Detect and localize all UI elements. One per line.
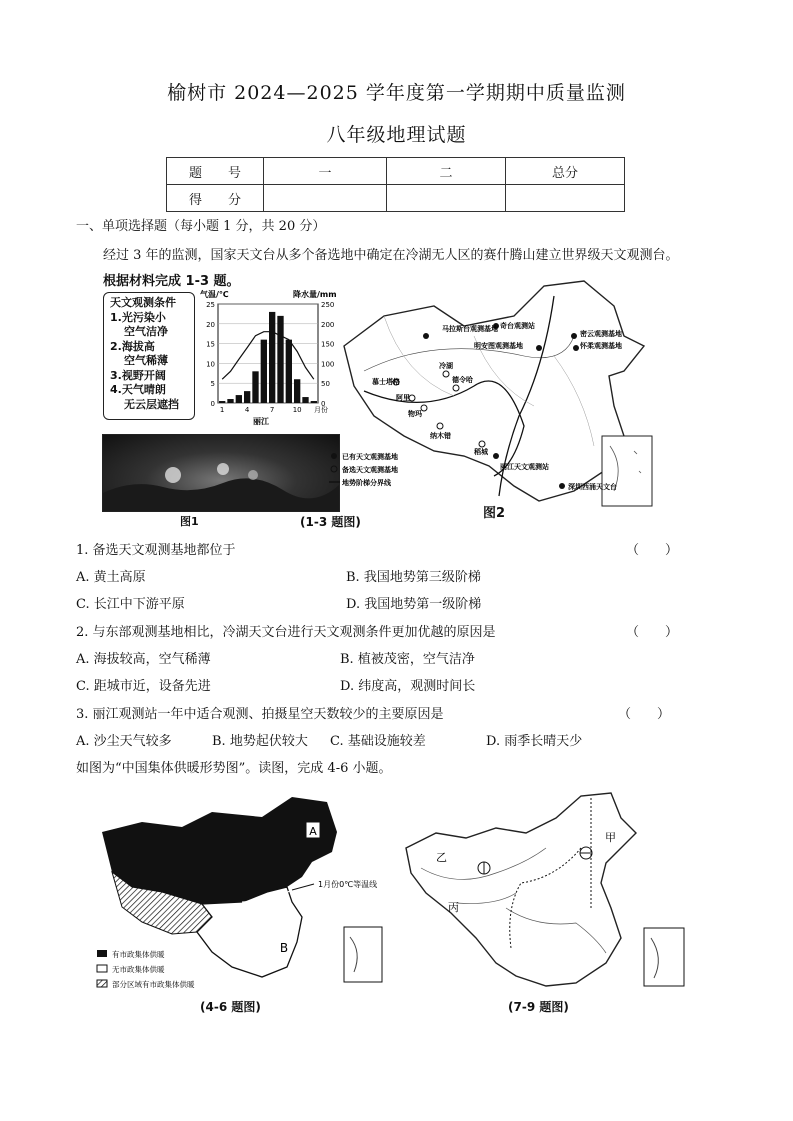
score-cell: 二 bbox=[387, 158, 506, 185]
score-cell: 一 bbox=[264, 158, 387, 185]
legend-label: 已有天文观测基地 bbox=[342, 453, 398, 461]
precip-bar bbox=[261, 340, 267, 403]
x-axis-unit: 月份 bbox=[314, 406, 328, 414]
option[interactable]: C. 基础设施较差 bbox=[330, 734, 426, 749]
conditions-title: 天文观测条件 bbox=[110, 296, 176, 309]
legend-label: 无市政集体供暖 bbox=[112, 965, 165, 974]
option[interactable]: A. 沙尘天气较多 bbox=[76, 734, 172, 749]
conditions-box bbox=[103, 292, 195, 420]
rain-axis-label: 降水量/mm bbox=[293, 290, 337, 299]
option[interactable]: D. 我国地势第一级阶梯 bbox=[346, 597, 482, 612]
y2-tick-label: 100 bbox=[321, 360, 335, 369]
answer-bracket[interactable]: （ ） bbox=[626, 543, 679, 558]
precip-bar bbox=[269, 312, 275, 403]
y-tick-label: 5 bbox=[210, 380, 215, 389]
x-tick-label: 10 bbox=[292, 406, 302, 414]
region-label-a: A bbox=[309, 825, 317, 838]
question-stem: 1. 备选天文观测基地都位于 bbox=[76, 543, 236, 558]
precip-bar bbox=[286, 340, 292, 403]
score-table-row bbox=[167, 158, 625, 185]
option[interactable]: D. 雨季长晴天少 bbox=[486, 734, 583, 749]
y2-tick-label: 150 bbox=[321, 340, 335, 349]
score-cell: 得 分 bbox=[167, 185, 264, 212]
answer-bracket[interactable]: （ ） bbox=[626, 625, 679, 640]
precip-bar bbox=[311, 401, 317, 403]
precip-bar bbox=[277, 316, 283, 403]
y2-tick-label: 200 bbox=[321, 320, 335, 329]
option[interactable]: C. 长江中下游平原 bbox=[76, 597, 185, 612]
score-table-row bbox=[167, 185, 625, 212]
map-label: 丽江天文观测站 bbox=[500, 463, 549, 471]
plot-frame bbox=[218, 304, 318, 403]
condition-line: 无云层遮挡 bbox=[124, 397, 179, 411]
legend-label: 备选天文观测基地 bbox=[342, 466, 398, 474]
option[interactable]: B. 地势起伏较大 bbox=[212, 734, 308, 749]
map-label: 冷湖 bbox=[439, 362, 453, 370]
page-subtitle: 八年级地理试题 bbox=[326, 124, 467, 146]
option[interactable]: A. 黄土高原 bbox=[76, 570, 146, 585]
night-sky-photo bbox=[102, 434, 340, 512]
score-cell: 题 号 bbox=[167, 158, 264, 185]
map-label: 稻城 bbox=[474, 448, 488, 456]
answer-bracket[interactable]: （ ） bbox=[618, 707, 671, 722]
map-label: 物玛 bbox=[408, 410, 422, 418]
map-label: 密云观测基地 bbox=[580, 330, 622, 338]
precip-bar bbox=[252, 371, 258, 403]
score-cell[interactable] bbox=[387, 185, 506, 212]
fig-caption: (1-3 题图) bbox=[300, 515, 361, 529]
region-label-b: B bbox=[279, 941, 289, 955]
map-label: 明安图观测基地 bbox=[474, 342, 523, 350]
precip-bar bbox=[302, 397, 308, 403]
condition-line: 1.光污染小 bbox=[110, 310, 166, 324]
y2-tick-label: 50 bbox=[321, 380, 330, 389]
region-label-yi: 乙 bbox=[436, 851, 447, 864]
figure-1-3 bbox=[98, 268, 658, 530]
x-tick-label: 4 bbox=[244, 406, 250, 414]
y2-tick-label: 250 bbox=[321, 301, 335, 309]
x-tick-label: 7 bbox=[269, 406, 275, 414]
option[interactable]: D. 纬度高，观测时间长 bbox=[340, 679, 476, 694]
fig-caption: (4-6 题图) bbox=[200, 1000, 261, 1014]
china-map-fig2 bbox=[324, 276, 658, 514]
fig2-label: 图2 bbox=[483, 506, 506, 521]
condition-line: 空气洁净 bbox=[124, 325, 168, 338]
map-label: 怀柔观测基地 bbox=[580, 342, 622, 350]
y2-tick-label: 0 bbox=[321, 400, 326, 408]
option[interactable]: B. 植被茂密，空气洁净 bbox=[340, 652, 475, 667]
y-tick-label: 10 bbox=[206, 360, 215, 369]
legend-label: 有市政集体供暖 bbox=[112, 950, 165, 959]
question-stem: 3. 丽江观测站一年中适合观测、拍摄星空天数较少的主要原因是 bbox=[76, 707, 444, 722]
figure-4-6 bbox=[92, 792, 388, 1020]
option[interactable]: C. 距城市近，设备先进 bbox=[76, 679, 211, 694]
photo-texture bbox=[103, 435, 339, 511]
condition-line: 3.视野开阔 bbox=[110, 368, 166, 382]
precip-bar bbox=[294, 379, 300, 403]
y-tick-label: 20 bbox=[206, 320, 215, 329]
chart-place-label: 丽江 bbox=[253, 417, 269, 426]
map-label: 德令哈 bbox=[452, 376, 473, 384]
option[interactable]: A. 海拔较高，空气稀薄 bbox=[76, 652, 211, 667]
option[interactable]: B. 我国地势第三级阶梯 bbox=[346, 570, 481, 585]
condition-line: 4.天气晴朗 bbox=[110, 383, 166, 396]
fig1-label: 图1 bbox=[180, 515, 199, 528]
map-label: 阿里 bbox=[396, 394, 410, 402]
score-cell[interactable] bbox=[506, 185, 625, 212]
legend-label: 地势阶梯分界线 bbox=[342, 479, 391, 487]
page-title: 榆树市 2024—2025 学年度第一学期期中质量监测 bbox=[167, 82, 626, 104]
temp-axis-label: 气温/℃ bbox=[200, 290, 229, 299]
map-label: 奇台观测站 bbox=[500, 322, 535, 330]
temperature-line bbox=[222, 332, 314, 380]
intro-4-6: 如图为“中国集体供暖形势图”。读图，完成 4-6 小题。 bbox=[76, 761, 392, 776]
condition-line: 2.海拔高 bbox=[110, 339, 155, 353]
heating-map bbox=[92, 792, 388, 1002]
figure-instruction: 根据材料完成 1-3 题。 bbox=[103, 274, 240, 289]
map-label: 马拉斯台观测基地 bbox=[442, 325, 498, 333]
map-label: 深圳西涌天文台 bbox=[568, 483, 617, 491]
region-label-jia: 甲 bbox=[605, 831, 616, 844]
figure-7-9 bbox=[396, 788, 696, 1020]
condition-line: 空气稀薄 bbox=[124, 354, 168, 367]
x-tick-label: 1 bbox=[219, 406, 225, 414]
precip-bar bbox=[219, 401, 225, 403]
score-cell[interactable] bbox=[264, 185, 387, 212]
section-heading: 一、单项选择题（每小题 1 分，共 20 分） bbox=[76, 219, 326, 234]
score-cell: 总分 bbox=[506, 158, 625, 185]
terrain-map bbox=[396, 788, 696, 1000]
precip-bar bbox=[236, 395, 242, 403]
question-stem: 2. 与东部观测基地相比，冷湖天文台进行天文观测条件更加优越的原因是 bbox=[76, 625, 496, 640]
region-label-bing: 丙 bbox=[448, 901, 459, 914]
y-tick-label: 25 bbox=[206, 301, 215, 309]
fig-caption: (7-9 题图) bbox=[508, 1000, 569, 1014]
isotherm-label: 1月份0℃等温线 bbox=[318, 880, 378, 889]
intro-paragraph: 经过 3 年的监测，国家天文台从多个备选地中确定在冷湖无人区的赛什腾山建立世界级天文观测台。 bbox=[103, 248, 679, 263]
y-tick-label: 0 bbox=[210, 400, 215, 408]
y-tick-label: 15 bbox=[206, 340, 215, 349]
score-table bbox=[166, 157, 625, 212]
map-label: 纳木错 bbox=[430, 432, 451, 440]
map-label: 慕士塔格 bbox=[372, 378, 400, 386]
climate-chart bbox=[198, 288, 338, 428]
legend-label: 部分区域有市政集体供暖 bbox=[112, 980, 195, 989]
precip-bar bbox=[227, 399, 233, 403]
precip-bar bbox=[244, 391, 250, 403]
